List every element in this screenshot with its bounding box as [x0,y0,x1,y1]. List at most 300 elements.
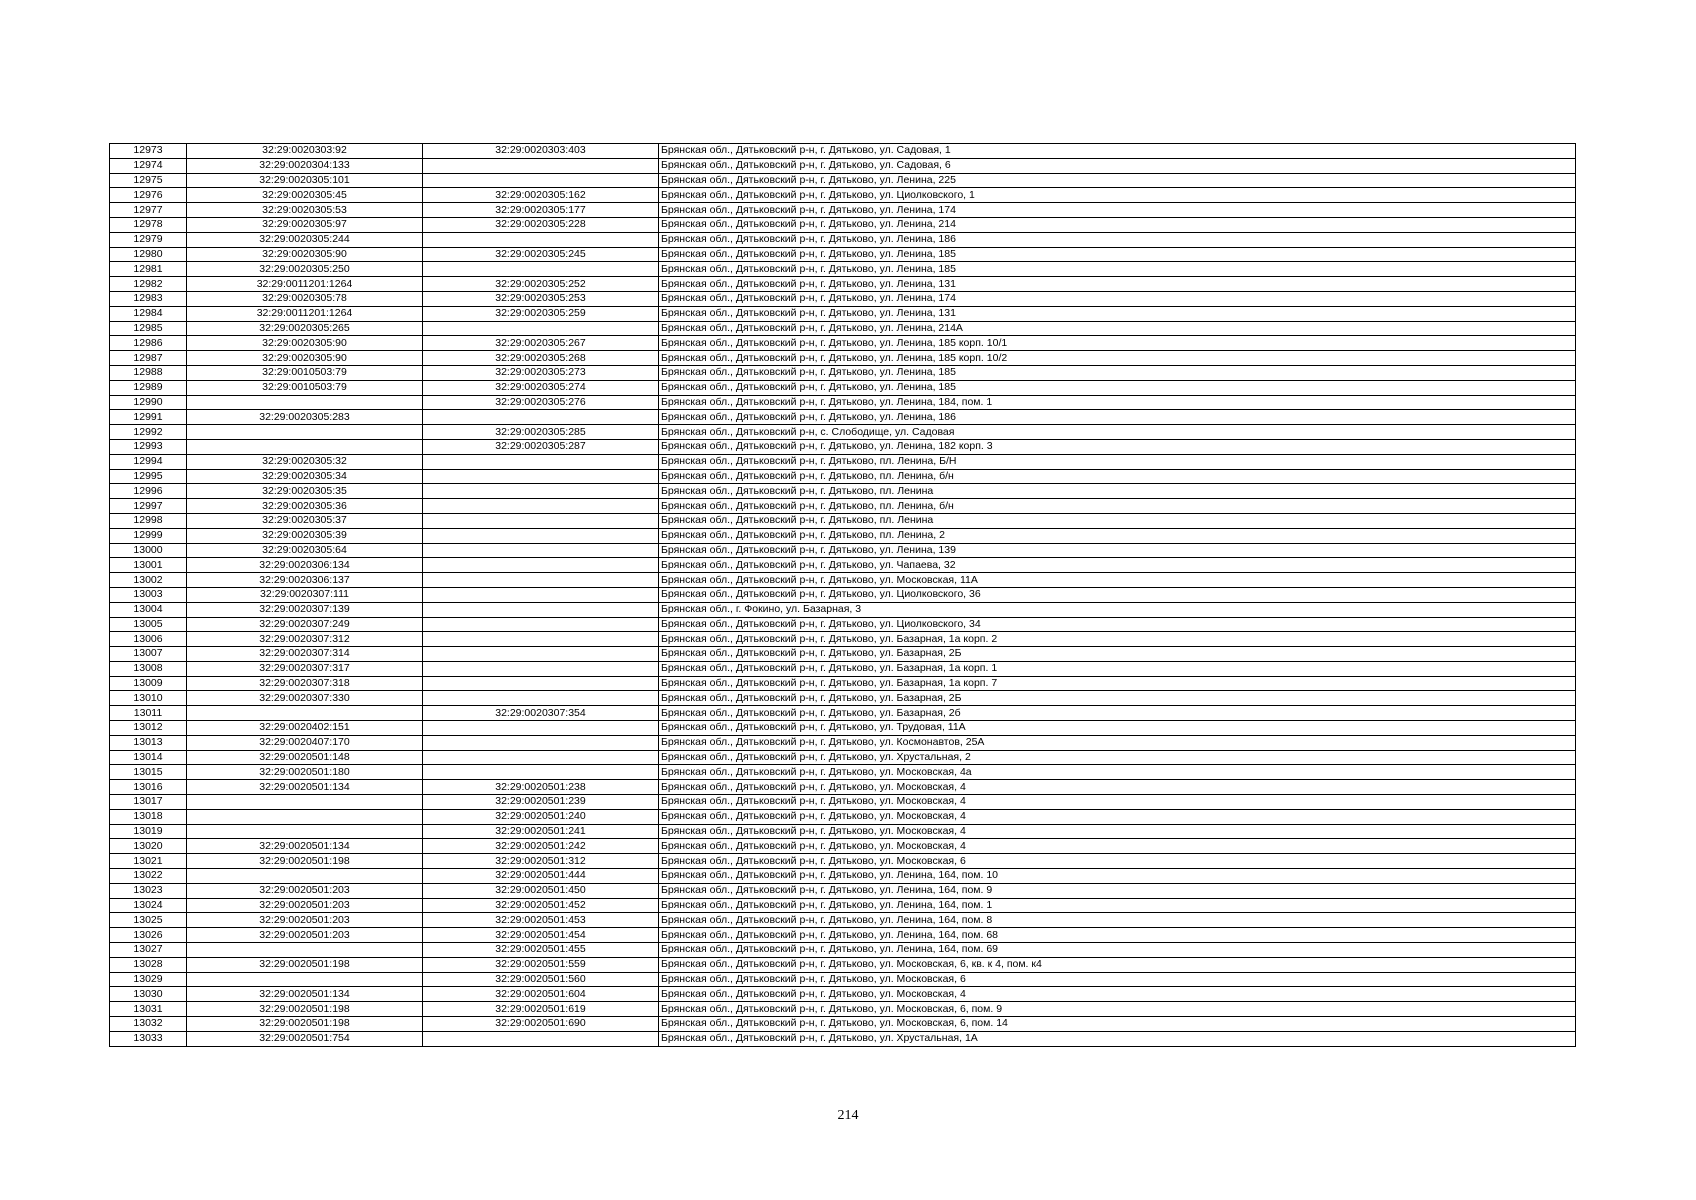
object-number-cell [423,158,659,173]
row-number-cell: 13001 [110,558,187,573]
table-row [110,469,1576,484]
row-number-cell: 13024 [110,898,187,913]
row-number-cell: 13006 [110,632,187,647]
address-cell: Брянская обл., Дятьковский р-н, г. Дятьково, ул. Ленина, 164, пом. 10 [659,869,1576,884]
table-row [110,869,1576,884]
row-number-cell: 13019 [110,824,187,839]
cadastral-number-cell: 32:29:0020501:134 [187,987,423,1002]
table-row [110,395,1576,410]
row-number-cell: 12985 [110,321,187,336]
row-number-cell: 13004 [110,602,187,617]
object-number-cell: 32:29:0020501:454 [423,928,659,943]
cadastral-number-cell: 32:29:0020501:203 [187,883,423,898]
object-number-cell [423,587,659,602]
table-row [110,543,1576,558]
row-number-cell: 13007 [110,647,187,662]
address-cell: Брянская обл., Дятьковский р-н, г. Дятьково, ул. Базарная, 2Б [659,691,1576,706]
cadastral-number-cell [187,869,423,884]
address-cell: Брянская обл., Дятьковский р-н, г. Дятьково, ул. Ленина, 164, пом. 69 [659,943,1576,958]
row-number-cell: 12976 [110,188,187,203]
address-cell: Брянская обл., Дятьковский р-н, г. Дятьково, ул. Ленина, 185 корп. 10/1 [659,336,1576,351]
row-number-cell: 13018 [110,809,187,824]
address-cell: Брянская обл., Дятьковский р-н, г. Дятьково, ул. Циолковского, 34 [659,617,1576,632]
object-number-cell [423,632,659,647]
address-cell: Брянская обл., Дятьковский р-н, г. Дятьково, пл. Ленина, б/н [659,499,1576,514]
address-cell: Брянская обл., Дятьковский р-н, г. Дятьково, ул. Хрустальная, 2 [659,750,1576,765]
cadastral-number-cell: 32:29:0020307:312 [187,632,423,647]
table-row [110,735,1576,750]
cadastral-number-cell [187,972,423,987]
table-row [110,336,1576,351]
object-number-cell [423,661,659,676]
object-number-cell [423,602,659,617]
row-number-cell: 13005 [110,617,187,632]
address-cell: Брянская обл., Дятьковский р-н, г. Дятьково, ул. Ленина, 164, пом. 68 [659,928,1576,943]
cadastral-number-cell: 32:29:0020307:330 [187,691,423,706]
table-row [110,691,1576,706]
object-number-cell: 32:29:0020305:228 [423,217,659,232]
row-number-cell: 13026 [110,928,187,943]
row-number-cell: 13000 [110,543,187,558]
address-cell: Брянская обл., Дятьковский р-н, г. Дятьково, ул. Московская, 11А [659,573,1576,588]
address-cell: Брянская обл., Дятьковский р-н, г. Дятьково, ул. Московская, 6 [659,972,1576,987]
object-number-cell [423,232,659,247]
address-cell: Брянская обл., Дятьковский р-н, г. Дятьково, ул. Ленина, 185 [659,247,1576,262]
address-cell: Брянская обл., Дятьковский р-н, г. Дятьково, ул. Ленина, 185 [659,262,1576,277]
object-number-cell [423,454,659,469]
address-cell: Брянская обл., Дятьковский р-н, г. Дятьково, ул. Московская, 4 [659,809,1576,824]
table-row [110,602,1576,617]
object-number-cell [423,173,659,188]
object-number-cell [423,647,659,662]
object-number-cell [423,750,659,765]
table-row [110,513,1576,528]
object-number-cell: 32:29:0020305:287 [423,439,659,454]
object-number-cell: 32:29:0020501:239 [423,795,659,810]
row-number-cell: 12993 [110,439,187,454]
table-row [110,661,1576,676]
table-row [110,780,1576,795]
row-number-cell: 13010 [110,691,187,706]
table-row [110,277,1576,292]
object-number-cell: 32:29:0020501:450 [423,883,659,898]
object-number-cell: 32:29:0020303:403 [423,144,659,159]
table-row [110,158,1576,173]
address-cell: Брянская обл., г. Фокино, ул. Базарная, 3 [659,602,1576,617]
table-row [110,765,1576,780]
address-cell: Брянская обл., Дятьковский р-н, г. Дятьково, ул. Базарная, 1а корп. 2 [659,632,1576,647]
cadastral-number-cell: 32:29:0011201:1264 [187,306,423,321]
address-cell: Брянская обл., Дятьковский р-н, г. Дятьково, ул. Московская, 4 [659,795,1576,810]
row-number-cell: 13017 [110,795,187,810]
row-number-cell: 13033 [110,1031,187,1046]
address-cell: Брянская обл., Дятьковский р-н, г. Дятьково, ул. Космонавтов, 25А [659,735,1576,750]
cadastral-number-cell: 32:29:0020306:134 [187,558,423,573]
table-row [110,883,1576,898]
cadastral-number-cell: 32:29:0020304:133 [187,158,423,173]
row-number-cell: 13023 [110,883,187,898]
row-number-cell: 12977 [110,203,187,218]
table-row [110,750,1576,765]
row-number-cell: 13022 [110,869,187,884]
cadastral-number-cell: 32:29:0020307:139 [187,602,423,617]
object-number-cell: 32:29:0020501:690 [423,1017,659,1032]
address-cell: Брянская обл., Дятьковский р-н, г. Дятьково, ул. Садовая, 1 [659,144,1576,159]
table-row [110,380,1576,395]
table-row [110,188,1576,203]
table-row [110,499,1576,514]
row-number-cell: 12989 [110,380,187,395]
table-row [110,410,1576,425]
object-number-cell [423,499,659,514]
object-number-cell: 32:29:0020305:245 [423,247,659,262]
table-row [110,425,1576,440]
row-number-cell: 13025 [110,913,187,928]
cadastral-number-cell: 32:29:0020501:148 [187,750,423,765]
table-row [110,647,1576,662]
row-number-cell: 13008 [110,661,187,676]
registry-table-body [110,144,1576,1047]
address-cell: Брянская обл., Дятьковский р-н, г. Дятьково, пл. Ленина, б/н [659,469,1576,484]
table-row [110,987,1576,1002]
cadastral-number-cell: 32:29:0020501:198 [187,1017,423,1032]
object-number-cell: 32:29:0020305:276 [423,395,659,410]
table-row [110,676,1576,691]
cadastral-number-cell: 32:29:0020305:35 [187,484,423,499]
row-number-cell: 13002 [110,573,187,588]
address-cell: Брянская обл., Дятьковский р-н, с. Слободище, ул. Садовая [659,425,1576,440]
table-row [110,321,1576,336]
cadastral-number-cell: 32:29:0020305:90 [187,336,423,351]
cadastral-number-cell: 32:29:0011201:1264 [187,277,423,292]
row-number-cell: 13029 [110,972,187,987]
table-row [110,824,1576,839]
object-number-cell [423,558,659,573]
address-cell: Брянская обл., Дятьковский р-н, г. Дятьково, ул. Московская, 6, пом. 9 [659,1002,1576,1017]
object-number-cell [423,513,659,528]
object-number-cell: 32:29:0020501:455 [423,943,659,958]
object-number-cell: 32:29:0020305:252 [423,277,659,292]
cadastral-number-cell: 32:29:0020501:754 [187,1031,423,1046]
cadastral-number-cell: 32:29:0020305:39 [187,528,423,543]
object-number-cell: 32:29:0020501:241 [423,824,659,839]
row-number-cell: 12980 [110,247,187,262]
row-number-cell: 12994 [110,454,187,469]
cadastral-number-cell: 32:29:0020305:34 [187,469,423,484]
object-number-cell: 32:29:0020501:560 [423,972,659,987]
row-number-cell: 13011 [110,706,187,721]
cadastral-number-cell: 32:29:0020501:198 [187,1002,423,1017]
row-number-cell: 12973 [110,144,187,159]
address-cell: Брянская обл., Дятьковский р-н, г. Дятьково, ул. Ленина, 139 [659,543,1576,558]
address-cell: Брянская обл., Дятьковский р-н, г. Дятьково, ул. Ленина, 225 [659,173,1576,188]
cadastral-number-cell: 32:29:0020307:111 [187,587,423,602]
table-row [110,617,1576,632]
object-number-cell: 32:29:0020501:452 [423,898,659,913]
cadastral-number-cell: 32:29:0020305:37 [187,513,423,528]
table-row [110,558,1576,573]
row-number-cell: 12995 [110,469,187,484]
row-number-cell: 13027 [110,943,187,958]
row-number-cell: 13031 [110,1002,187,1017]
table-row [110,943,1576,958]
table-row [110,928,1576,943]
address-cell: Брянская обл., Дятьковский р-н, г. Дятьково, ул. Базарная, 2б [659,706,1576,721]
cadastral-number-cell: 32:29:0010503:79 [187,365,423,380]
table-row [110,203,1576,218]
cadastral-number-cell: 32:29:0010503:79 [187,380,423,395]
registry-table [109,143,1576,1047]
cadastral-number-cell: 32:29:0020303:92 [187,144,423,159]
page-number: 214 [837,1108,859,1123]
row-number-cell: 12996 [110,484,187,499]
cadastral-number-cell: 32:29:0020305:250 [187,262,423,277]
object-number-cell [423,691,659,706]
object-number-cell [423,735,659,750]
cadastral-number-cell: 32:29:0020307:314 [187,647,423,662]
table-row [110,1017,1576,1032]
address-cell: Брянская обл., Дятьковский р-н, г. Дятьково, ул. Московская, 4а [659,765,1576,780]
cadastral-number-cell: 32:29:0020501:203 [187,913,423,928]
object-number-cell [423,410,659,425]
cadastral-number-cell: 32:29:0020305:78 [187,291,423,306]
cadastral-number-cell: 32:29:0020305:45 [187,188,423,203]
address-cell: Брянская обл., Дятьковский р-н, г. Дятьково, ул. Ленина, 174 [659,203,1576,218]
object-number-cell [423,1031,659,1046]
object-number-cell: 32:29:0020305:267 [423,336,659,351]
address-cell: Брянская обл., Дятьковский р-н, г. Дятьково, ул. Ленина, 174 [659,291,1576,306]
row-number-cell: 12988 [110,365,187,380]
address-cell: Брянская обл., Дятьковский р-н, г. Дятьково, ул. Московская, 4 [659,780,1576,795]
address-cell: Брянская обл., Дятьковский р-н, г. Дятьково, ул. Московская, 6, кв. к 4, пом. к4 [659,957,1576,972]
cadastral-number-cell: 32:29:0020501:198 [187,957,423,972]
table-row [110,528,1576,543]
object-number-cell: 32:29:0020501:238 [423,780,659,795]
cadastral-number-cell: 32:29:0020305:90 [187,351,423,366]
address-cell: Брянская обл., Дятьковский р-н, г. Дятьково, ул. Ленина, 214А [659,321,1576,336]
cadastral-number-cell: 32:29:0020307:249 [187,617,423,632]
address-cell: Брянская обл., Дятьковский р-н, г. Дятьково, ул. Ленина, 164, пом. 8 [659,913,1576,928]
cadastral-number-cell: 32:29:0020501:134 [187,780,423,795]
table-row [110,351,1576,366]
table-row [110,1031,1576,1046]
object-number-cell: 32:29:0020305:268 [423,351,659,366]
table-row [110,1002,1576,1017]
table-row [110,972,1576,987]
row-number-cell: 12979 [110,232,187,247]
cadastral-number-cell: 32:29:0020305:283 [187,410,423,425]
cadastral-number-cell: 32:29:0020305:265 [187,321,423,336]
row-number-cell: 13013 [110,735,187,750]
row-number-cell: 12991 [110,410,187,425]
address-cell: Брянская обл., Дятьковский р-н, г. Дятьково, ул. Ленина, 131 [659,306,1576,321]
object-number-cell: 32:29:0020305:273 [423,365,659,380]
row-number-cell: 13015 [110,765,187,780]
object-number-cell [423,765,659,780]
cadastral-number-cell [187,439,423,454]
table-row [110,306,1576,321]
cadastral-number-cell: 32:29:0020307:318 [187,676,423,691]
address-cell: Брянская обл., Дятьковский р-н, г. Дятьково, ул. Чапаева, 32 [659,558,1576,573]
address-cell: Брянская обл., Дятьковский р-н, г. Дятьково, ул. Циолковского, 1 [659,188,1576,203]
table-row [110,587,1576,602]
object-number-cell [423,543,659,558]
object-number-cell: 32:29:0020305:259 [423,306,659,321]
address-cell: Брянская обл., Дятьковский р-н, г. Дятьково, пл. Ленина [659,484,1576,499]
cadastral-number-cell: 32:29:0020407:170 [187,735,423,750]
cadastral-number-cell: 32:29:0020402:151 [187,721,423,736]
table-row [110,854,1576,869]
table-row [110,217,1576,232]
object-number-cell [423,721,659,736]
address-cell: Брянская обл., Дятьковский р-н, г. Дятьково, ул. Хрустальная, 1А [659,1031,1576,1046]
address-cell: Брянская обл., Дятьковский р-н, г. Дятьково, ул. Базарная, 2Б [659,647,1576,662]
table-row [110,291,1576,306]
cadastral-number-cell: 32:29:0020305:36 [187,499,423,514]
address-cell: Брянская обл., Дятьковский р-н, г. Дятьково, ул. Ленина, 164, пом. 1 [659,898,1576,913]
table-row [110,706,1576,721]
address-cell: Брянская обл., Дятьковский р-н, г. Дятьково, ул. Московская, 6, пом. 14 [659,1017,1576,1032]
address-cell: Брянская обл., Дятьковский р-н, г. Дятьково, ул. Базарная, 1а корп. 1 [659,661,1576,676]
address-cell: Брянская обл., Дятьковский р-н, г. Дятьково, ул. Ленина, 185 [659,380,1576,395]
table-row [110,173,1576,188]
address-cell: Брянская обл., Дятьковский р-н, г. Дятьково, ул. Ленина, 131 [659,277,1576,292]
object-number-cell: 32:29:0020305:177 [423,203,659,218]
row-number-cell: 13016 [110,780,187,795]
object-number-cell: 32:29:0020305:285 [423,425,659,440]
table-row [110,721,1576,736]
cadastral-number-cell: 32:29:0020501:180 [187,765,423,780]
object-number-cell: 32:29:0020305:253 [423,291,659,306]
object-number-cell: 32:29:0020305:274 [423,380,659,395]
address-cell: Брянская обл., Дятьковский р-н, г. Дятьково, ул. Ленина, 182 корп. 3 [659,439,1576,454]
address-cell: Брянская обл., Дятьковский р-н, г. Дятьково, ул. Ленина, 186 [659,232,1576,247]
row-number-cell: 13012 [110,721,187,736]
table-row [110,573,1576,588]
row-number-cell: 13021 [110,854,187,869]
object-number-cell: 32:29:0020501:559 [423,957,659,972]
object-number-cell [423,484,659,499]
table-row [110,839,1576,854]
table-row [110,232,1576,247]
row-number-cell: 13003 [110,587,187,602]
row-number-cell: 13009 [110,676,187,691]
row-number-cell: 12983 [110,291,187,306]
table-row [110,247,1576,262]
cadastral-number-cell: 32:29:0020501:203 [187,928,423,943]
cadastral-number-cell [187,809,423,824]
table-row [110,144,1576,159]
cadastral-number-cell [187,395,423,410]
object-number-cell [423,573,659,588]
address-cell: Брянская обл., Дятьковский р-н, г. Дятьково, ул. Ленина, 184, пом. 1 [659,395,1576,410]
row-number-cell: 13030 [110,987,187,1002]
address-cell: Брянская обл., Дятьковский р-н, г. Дятьково, пл. Ленина, Б/Н [659,454,1576,469]
object-number-cell [423,469,659,484]
object-number-cell: 32:29:0020501:453 [423,913,659,928]
cadastral-number-cell: 32:29:0020305:64 [187,543,423,558]
address-cell: Брянская обл., Дятьковский р-н, г. Дятьково, ул. Ленина, 214 [659,217,1576,232]
object-number-cell: 32:29:0020305:162 [423,188,659,203]
object-number-cell: 32:29:0020501:444 [423,869,659,884]
object-number-cell [423,617,659,632]
cadastral-number-cell: 32:29:0020501:203 [187,898,423,913]
address-cell: Брянская обл., Дятьковский р-н, г. Дятьково, ул. Садовая, 6 [659,158,1576,173]
cadastral-number-cell [187,943,423,958]
cadastral-number-cell: 32:29:0020305:53 [187,203,423,218]
row-number-cell: 12984 [110,306,187,321]
table-row [110,632,1576,647]
row-number-cell: 12992 [110,425,187,440]
cadastral-number-cell: 32:29:0020305:32 [187,454,423,469]
cadastral-number-cell: 32:29:0020307:317 [187,661,423,676]
table-row [110,262,1576,277]
object-number-cell: 32:29:0020307:354 [423,706,659,721]
object-number-cell [423,262,659,277]
address-cell: Брянская обл., Дятьковский р-н, г. Дятьково, ул. Ленина, 185 корп. 10/2 [659,351,1576,366]
address-cell: Брянская обл., Дятьковский р-н, г. Дятьково, ул. Базарная, 1а корп. 7 [659,676,1576,691]
table-row [110,957,1576,972]
row-number-cell: 12986 [110,336,187,351]
address-cell: Брянская обл., Дятьковский р-н, г. Дятьково, ул. Ленина, 186 [659,410,1576,425]
row-number-cell: 12982 [110,277,187,292]
address-cell: Брянская обл., Дятьковский р-н, г. Дятьково, ул. Ленина, 185 [659,365,1576,380]
object-number-cell: 32:29:0020501:242 [423,839,659,854]
object-number-cell [423,528,659,543]
row-number-cell: 12990 [110,395,187,410]
row-number-cell: 13014 [110,750,187,765]
table-row [110,898,1576,913]
object-number-cell: 32:29:0020501:312 [423,854,659,869]
object-number-cell [423,321,659,336]
table-row [110,439,1576,454]
address-cell: Брянская обл., Дятьковский р-н, г. Дятьково, ул. Московская, 4 [659,987,1576,1002]
address-cell: Брянская обл., Дятьковский р-н, г. Дятьково, пл. Ленина, 2 [659,528,1576,543]
row-number-cell: 12981 [110,262,187,277]
cadastral-number-cell: 32:29:0020305:90 [187,247,423,262]
cadastral-number-cell: 32:29:0020305:97 [187,217,423,232]
row-number-cell: 12974 [110,158,187,173]
object-number-cell [423,676,659,691]
cadastral-number-cell: 32:29:0020501:134 [187,839,423,854]
object-number-cell: 32:29:0020501:604 [423,987,659,1002]
cadastral-number-cell [187,706,423,721]
address-cell: Брянская обл., Дятьковский р-н, г. Дятьково, ул. Ленина, 164, пом. 9 [659,883,1576,898]
row-number-cell: 13028 [110,957,187,972]
row-number-cell: 12978 [110,217,187,232]
cadastral-number-cell: 32:29:0020501:198 [187,854,423,869]
address-cell: Брянская обл., Дятьковский р-н, г. Дятьково, ул. Московская, 4 [659,839,1576,854]
address-cell: Брянская обл., Дятьковский р-н, г. Дятьково, ул. Трудовая, 11А [659,721,1576,736]
row-number-cell: 12999 [110,528,187,543]
table-row [110,454,1576,469]
row-number-cell: 12998 [110,513,187,528]
address-cell: Брянская обл., Дятьковский р-н, г. Дятьково, пл. Ленина [659,513,1576,528]
object-number-cell: 32:29:0020501:240 [423,809,659,824]
row-number-cell: 13020 [110,839,187,854]
table-row [110,795,1576,810]
address-cell: Брянская обл., Дятьковский р-н, г. Дятьково, ул. Циолковского, 36 [659,587,1576,602]
cadastral-number-cell: 32:29:0020306:137 [187,573,423,588]
row-number-cell: 12975 [110,173,187,188]
cadastral-number-cell [187,425,423,440]
table-row [110,913,1576,928]
cadastral-number-cell: 32:29:0020305:244 [187,232,423,247]
cadastral-number-cell: 32:29:0020305:101 [187,173,423,188]
table-row [110,809,1576,824]
cadastral-number-cell [187,824,423,839]
address-cell: Брянская обл., Дятьковский р-н, г. Дятьково, ул. Московская, 6 [659,854,1576,869]
